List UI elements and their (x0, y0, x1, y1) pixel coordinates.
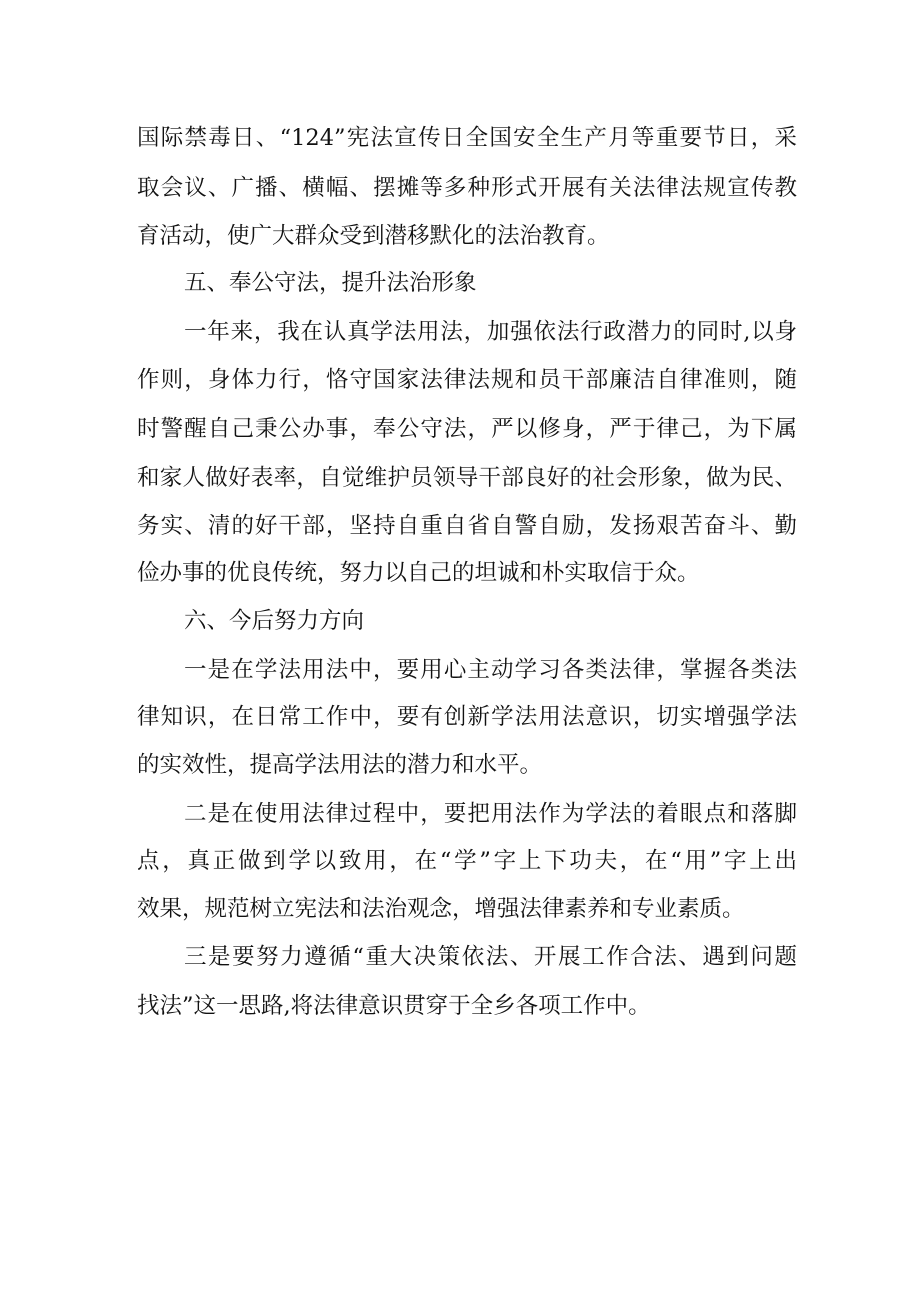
text-line: 的实效性，提高学法用法的潜力和水平。 (137, 752, 543, 778)
text-line: 作则，身体力行，恪守国家法律法规和员干部廉洁自律准则，随 (137, 367, 797, 393)
text-line: 一是在学法用法中，要用心主动学习各类法律，掌握各类法 (184, 657, 797, 683)
text-line: 国际禁毒日、“124”宪法宣传日全国安全生产月等重要节日，采 (137, 125, 797, 151)
section-heading: 六、今后努力方向 (184, 608, 365, 634)
text-line: 和家人做好表率，自觉维护员领导干部良好的社会形象，做为民、 (137, 465, 797, 491)
text-line: 律知识，在日常工作中，要有创新学法用法意识，切实增强学法 (137, 704, 797, 730)
text-line: 二是在使用法律过程中，要把用法作为学法的着眼点和落脚 (184, 801, 797, 827)
text-line: 时警醒自己秉公办事，奉公守法，严以修身，严于律己，为下属 (137, 416, 797, 442)
text-line: 效果，规范树立宪法和法治观念，增强法律素养和专业素质。 (137, 896, 745, 922)
text-line: 取会议、广播、横幅、摆摊等多种形式开展有关法律法规宣传教 (137, 175, 797, 201)
text-line: 三是要努力遵循“重大决策依法、开展工作合法、遇到问题 (184, 944, 797, 970)
text-line: 俭办事的优良传统，努力以自己的坦诚和朴实取信于众。 (137, 560, 700, 586)
text-line: 点，真正做到学以致用，在“学”字上下功夫，在“用”字上出 (137, 848, 797, 874)
text-line: 务实、清的好干部，坚持自重自省自警自励，发扬艰苦奋斗、勤 (137, 513, 797, 539)
text-line: 找法”这一思路,将法律意识贯穿于全乡各项工作中。 (137, 993, 651, 1019)
text-line: 一年来，我在认真学法用法，加强依法行政潜力的同时,以身 (184, 319, 797, 345)
text-line: 育活动，使广大群众受到潜移默化的法治教育。 (137, 223, 610, 249)
section-heading: 五、奉公守法，提升法治形象 (184, 270, 477, 296)
